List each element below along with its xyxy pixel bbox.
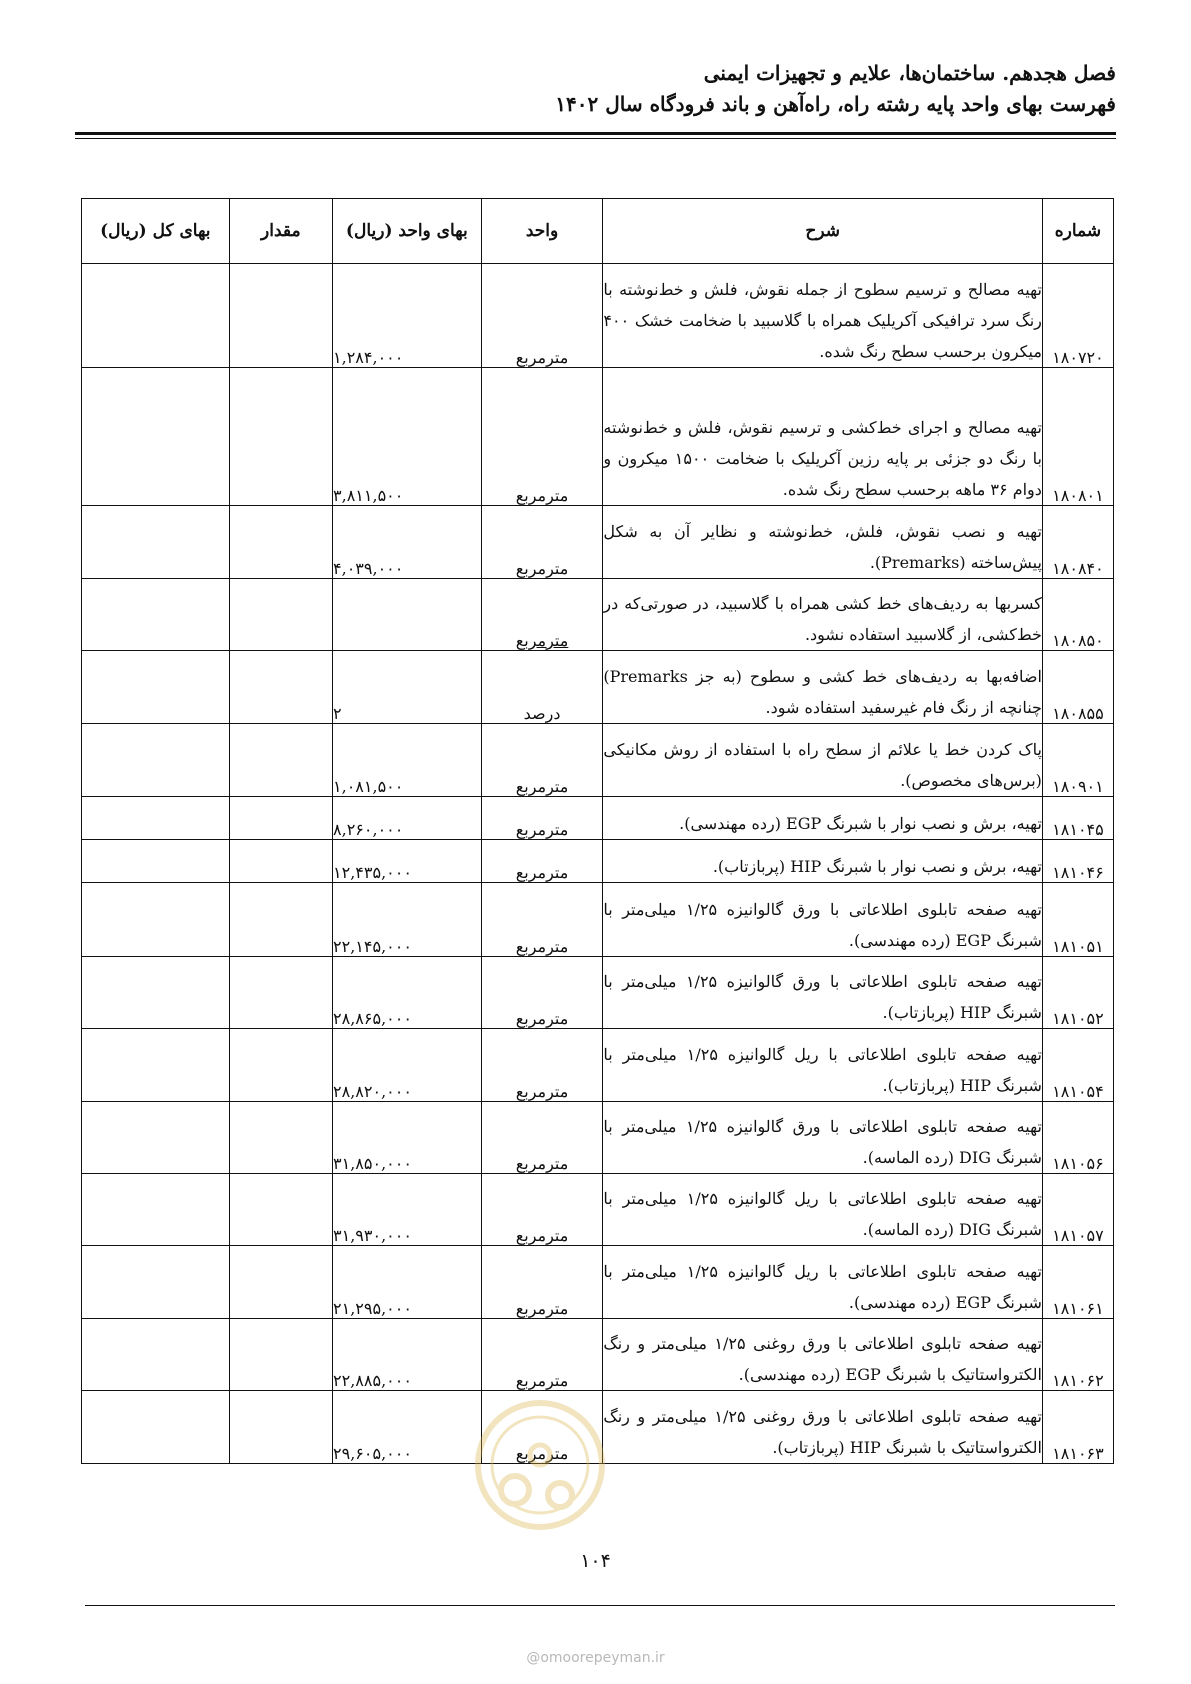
item-unit-label: درصد (523, 704, 561, 723)
item-total-price (82, 264, 230, 368)
page-number: ۱۰۴ (580, 1550, 611, 1572)
item-unit-label: مترمربع (515, 863, 569, 882)
header-rule-thin (75, 138, 1116, 139)
item-quantity (229, 1174, 332, 1246)
item-unit-label: مترمربع (515, 559, 569, 578)
table-row (82, 651, 1114, 724)
item-unit-label: مترمربع (515, 937, 569, 956)
item-description: تهیه صفحه تابلوی اطلاعاتی با ریل گالوانیزه ۱/۲۵ میلی‌متر با شبرنگ DIG (رده الماسه). (603, 1174, 1043, 1246)
item-code: ۱۸۰۸۰۱ (1042, 368, 1113, 506)
item-description: تهیه، برش و نصب نوار با شبرنگ EGP (رده مهندسی). (603, 797, 1043, 840)
item-total-price (82, 724, 230, 797)
item-code: ۱۸۱۰۶۲ (1042, 1319, 1113, 1391)
chapter-title: فصل هجدهم. ساختمان‌ها، علایم و تجهیزات ایمنی (703, 61, 1116, 85)
item-quantity (229, 840, 332, 883)
table-row (82, 1029, 1114, 1102)
item-unit-label: مترمربع (515, 1082, 569, 1101)
table-row (82, 1319, 1114, 1391)
item-unit-price: ۲۸,۸۶۵,۰۰۰ (333, 957, 482, 1029)
item-total-price (82, 1174, 230, 1246)
item-unit-price: ۲ (333, 651, 482, 724)
header-unit-price: بهای واحد (ریال) (333, 199, 482, 264)
item-unit-price: ۴,۰۳۹,۰۰۰ (333, 506, 482, 579)
item-unit-price: ۱۲,۴۳۵,۰۰۰ (333, 840, 482, 883)
item-description: تهیه صفحه تابلوی اطلاعاتی با ریل گالوانیزه ۱/۲۵ میلی‌متر با شبرنگ EGP (رده مهندسی). (603, 1246, 1043, 1319)
price-table (81, 198, 1114, 1464)
item-unit-price: ۲۹,۶۰۵,۰۰۰ (333, 1391, 482, 1464)
item-total-price (82, 883, 230, 957)
item-description: تهیه صفحه تابلوی اطلاعاتی با ورق گالوانیزه ۱/۲۵ میلی‌متر با شبرنگ EGP (رده مهندسی). (603, 883, 1043, 957)
item-code: ۱۸۰۸۵۵ (1042, 651, 1113, 724)
item-unit (481, 883, 603, 957)
item-code: ۱۸۰۸۴۰ (1042, 506, 1113, 579)
item-code: ۱۸۱۰۴۶ (1042, 840, 1113, 883)
item-total-price (82, 797, 230, 840)
item-total-price (82, 579, 230, 651)
item-unit-price: ۳۱,۸۵۰,۰۰۰ (333, 1102, 482, 1174)
item-unit-price: ۳,۸۱۱,۵۰۰ (333, 368, 482, 506)
item-quantity (229, 579, 332, 651)
item-unit-price: ۲۸,۸۲۰,۰۰۰ (333, 1029, 482, 1102)
item-quantity (229, 368, 332, 506)
item-quantity (229, 883, 332, 957)
table-row (82, 724, 1114, 797)
item-unit-price: ۱,۲۸۴,۰۰۰ (333, 264, 482, 368)
item-quantity (229, 1102, 332, 1174)
item-code: ۱۸۱۰۵۶ (1042, 1102, 1113, 1174)
table-row (82, 1102, 1114, 1174)
item-total-price (82, 1102, 230, 1174)
item-unit (481, 506, 603, 579)
item-unit-label: مترمربع (515, 486, 569, 505)
item-unit-label: مترمربع (515, 777, 569, 796)
item-quantity (229, 651, 332, 724)
item-description: پاک کردن خط یا علائم از سطح راه با استفاده از روش مکانیکی (برس‌های مخصوص). (603, 724, 1043, 797)
header-quantity: مقدار (229, 199, 332, 264)
table-body (82, 264, 1114, 1464)
item-unit-price (333, 579, 482, 651)
item-unit-label: مترمربع (515, 820, 569, 839)
item-unit (481, 264, 603, 368)
item-unit-price: ۲۱,۲۹۵,۰۰۰ (333, 1246, 482, 1319)
item-total-price (82, 368, 230, 506)
item-code: ۱۸۱۰۵۱ (1042, 883, 1113, 957)
item-total-price (82, 1319, 230, 1391)
table-row (82, 1246, 1114, 1319)
footer-rule (85, 1605, 1115, 1606)
header-total-price: بهای کل (ریال) (82, 199, 230, 264)
item-quantity (229, 1319, 332, 1391)
item-quantity (229, 1391, 332, 1464)
item-total-price (82, 651, 230, 724)
table-row (82, 264, 1114, 368)
item-unit-label: مترمربع (515, 1299, 569, 1318)
header-rule-thick (75, 132, 1116, 135)
item-code: ۱۸۱۰۵۷ (1042, 1174, 1113, 1246)
item-unit (481, 1029, 603, 1102)
item-description: تهیه، برش و نصب نوار با شبرنگ HIP (پربازتاب). (603, 840, 1043, 883)
item-unit-label: مترمربع (515, 1009, 569, 1028)
item-total-price (82, 1391, 230, 1464)
item-unit-label: مترمربع (515, 1371, 569, 1390)
item-description: تهیه و نصب نقوش، فلش، خط‌نوشته و نظایر آن به شکل پیش‌ساخته (Premarks). (603, 506, 1043, 579)
item-quantity (229, 957, 332, 1029)
item-quantity (229, 1246, 332, 1319)
page-header (555, 58, 1116, 120)
item-unit-price: ۲۲,۸۸۵,۰۰۰ (333, 1319, 482, 1391)
item-unit-label: مترمربع (515, 1154, 569, 1173)
item-unit-label: مترمربع (515, 1226, 569, 1245)
item-unit (481, 579, 603, 651)
item-code: ۱۸۱۰۶۱ (1042, 1246, 1113, 1319)
item-unit-price: ۱,۰۸۱,۵۰۰ (333, 724, 482, 797)
item-total-price (82, 957, 230, 1029)
item-total-price (82, 840, 230, 883)
item-code: ۱۸۱۰۶۳ (1042, 1391, 1113, 1464)
item-unit (481, 724, 603, 797)
table-row (82, 1174, 1114, 1246)
header-unit: واحد (481, 199, 603, 264)
item-code: ۱۸۱۰۵۴ (1042, 1029, 1113, 1102)
item-description: تهیه صفحه تابلوی اطلاعاتی با ورق گالوانیزه ۱/۲۵ میلی‌متر با شبرنگ DIG (رده الماسه). (603, 1102, 1043, 1174)
item-quantity (229, 506, 332, 579)
table-row (82, 797, 1114, 840)
site-watermark-text: @omoorepeyman.ir (526, 1650, 665, 1666)
table-row (82, 506, 1114, 579)
item-description: تهیه صفحه تابلوی اطلاعاتی با ورق روغنی ۱/۲۵ میلی‌متر و رنگ الکترواستاتیک با شبرنگ EGP (رده مهندسی). (603, 1319, 1043, 1391)
item-unit (481, 1246, 603, 1319)
table-row (82, 368, 1114, 506)
item-unit (481, 1174, 603, 1246)
item-code: ۱۸۰۸۵۰ (1042, 579, 1113, 651)
item-description: تهیه مصالح و اجرای خط‌کشی و ترسیم نقوش، فلش و خط‌نوشته با رنگ دو جزئی بر پایه رزین آکریلیک با ضخامت ۱۵۰۰ میکرون و دوام ۳۶ ماهه برحسب سطح رنگ شده. (603, 368, 1043, 506)
item-unit-price: ۳۱,۹۳۰,۰۰۰ (333, 1174, 482, 1246)
header-code: شماره (1042, 199, 1113, 264)
item-description: تهیه صفحه تابلوی اطلاعاتی با ریل گالوانیزه ۱/۲۵ میلی‌متر با شبرنگ HIP (پربازتاب). (603, 1029, 1043, 1102)
table-row (82, 579, 1114, 651)
item-unit-label: مترمربع (515, 348, 569, 367)
seal-watermark (470, 1395, 610, 1565)
item-quantity (229, 264, 332, 368)
item-code: ۱۸۱۰۵۲ (1042, 957, 1113, 1029)
item-quantity (229, 724, 332, 797)
item-unit (481, 797, 603, 840)
item-quantity (229, 797, 332, 840)
item-unit-price: ۲۲,۱۴۵,۰۰۰ (333, 883, 482, 957)
item-total-price (82, 1029, 230, 1102)
item-description: تهیه مصالح و ترسیم سطوح از جمله نقوش، فلش و خط‌نوشته با رنگ سرد ترافیکی آکریلیک همراه با گلاسبید با ضخامت خشک ۴۰۰ میکرون برحسب سطح رنگ شده. (603, 264, 1043, 368)
header-description: شرح (603, 199, 1043, 264)
item-description: تهیه صفحه تابلوی اطلاعاتی با ورق روغنی ۱/۲۵ میلی‌متر و رنگ الکترواستاتیک با شبرنگ HIP (پربازتاب). (603, 1391, 1043, 1464)
item-description: اضافه‌بها به ردیف‌های خط کشی و سطوح (به جز Premarks) چنانچه از رنگ فام غیرسفید استفاده شود. (603, 651, 1043, 724)
table-row (82, 840, 1114, 883)
table-row (82, 957, 1114, 1029)
item-code: ۱۸۰۹۰۱ (1042, 724, 1113, 797)
item-description: کسربها به ردیف‌های خط کشی همراه با گلاسبید، در صورتی‌که در خط‌کشی، از گلاسبید استفاده نشود. (603, 579, 1043, 651)
item-code: ۱۸۱۰۴۵ (1042, 797, 1113, 840)
item-unit-label: مترمربع (515, 631, 569, 650)
price-list-title: فهرست بهای واحد پایه رشته راه، راه‌آهن و باند فرودگاه سال ۱۴۰۲ (555, 92, 1116, 116)
item-total-price (82, 506, 230, 579)
item-unit (481, 1102, 603, 1174)
item-unit (481, 840, 603, 883)
item-code: ۱۸۰۷۲۰ (1042, 264, 1113, 368)
item-quantity (229, 1029, 332, 1102)
table-header-row (82, 199, 1114, 264)
item-unit (481, 651, 603, 724)
table-row (82, 883, 1114, 957)
item-description: تهیه صفحه تابلوی اطلاعاتی با ورق گالوانیزه ۱/۲۵ میلی‌متر با شبرنگ HIP (پربازتاب). (603, 957, 1043, 1029)
item-unit-label: مترمربع (515, 1444, 569, 1463)
item-unit (481, 1319, 603, 1391)
item-unit (481, 368, 603, 506)
item-total-price (82, 1246, 230, 1319)
item-unit-price: ۸,۲۶۰,۰۰۰ (333, 797, 482, 840)
item-unit (481, 957, 603, 1029)
